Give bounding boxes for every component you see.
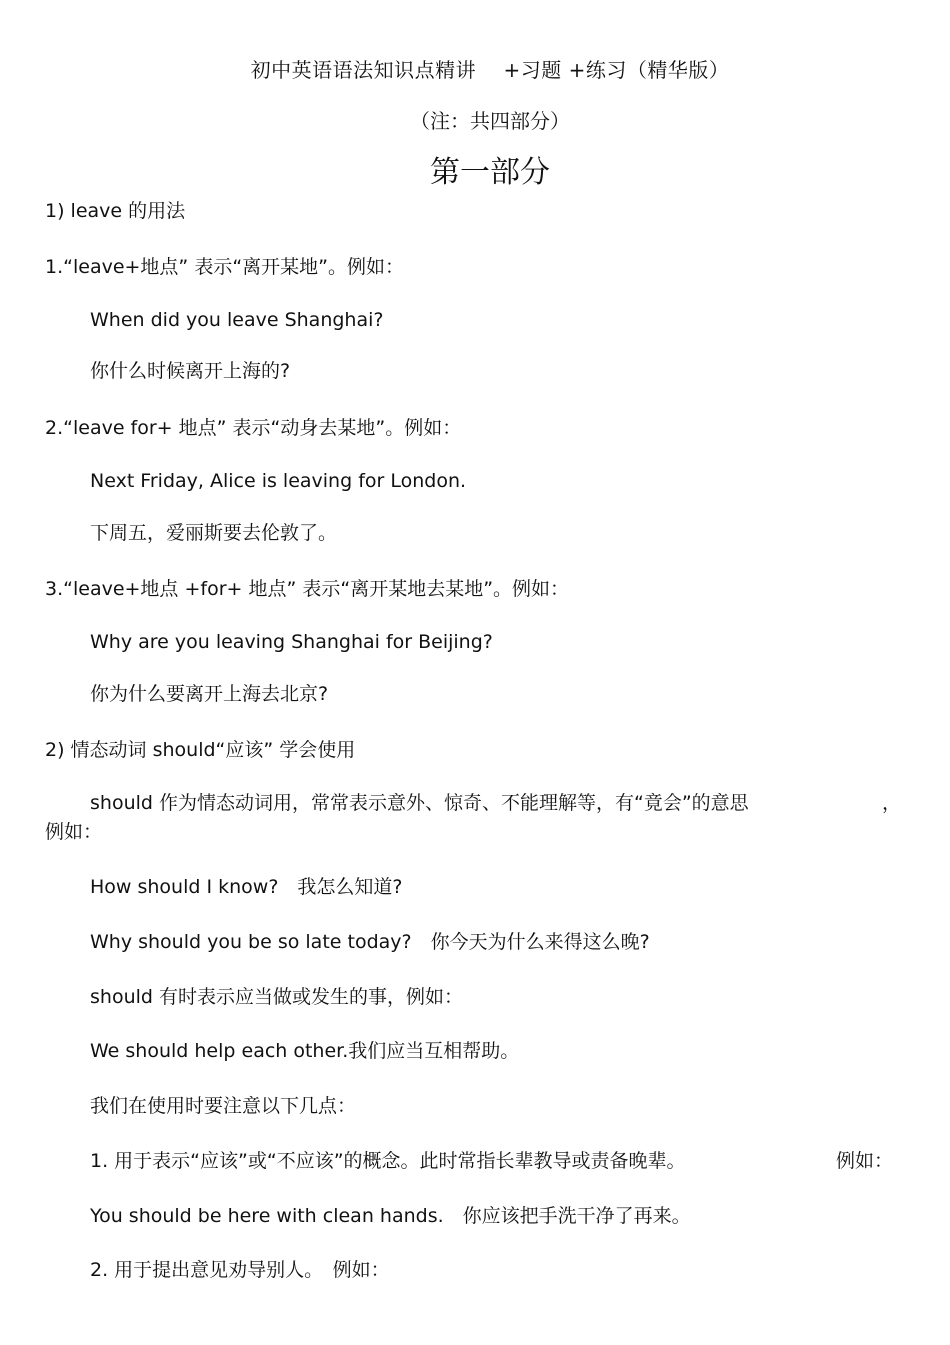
example-en-2: Next Friday, Alice is leaving for London.	[90, 470, 467, 492]
should-notes-intro: 我们在使用时要注意以下几点：	[90, 1095, 357, 1117]
should-point-1-example: You should be here with clean hands. 你应该把手洗干净了再来。	[90, 1205, 691, 1227]
rule-3: 3.“leave+地点 +for+ 地点” 表示“离开某地去某地”。例如：	[45, 578, 570, 600]
document-title: 初中英语语法知识点精讲 +习题 +练习（精华版）	[250, 58, 730, 82]
document-note: （注：共四部分）	[410, 109, 570, 133]
section-heading-should: 2) 情态动词 should“应该” 学会使用	[45, 739, 356, 761]
example-en-3: Why are you leaving Shanghai for Beijing?	[90, 631, 493, 653]
should-usage-2: should 有时表示应当做或发生的事，例如：	[90, 986, 463, 1008]
rule-2: 2.“leave for+ 地点” 表示“动身去某地”。例如：	[45, 417, 462, 439]
example-zh-3: 你为什么要离开上海去北京?	[90, 683, 329, 705]
example-zh-1: 你什么时候离开上海的?	[90, 360, 291, 382]
rule-1: 1.“leave+地点” 表示“离开某地”。例如：	[45, 256, 405, 278]
should-point-2: 2. 用于提出意见劝导别人。 例如：	[90, 1259, 390, 1281]
should-point-1-eg: 例如：	[836, 1150, 894, 1172]
section-heading-leave: 1) leave 的用法	[45, 200, 186, 222]
part-heading: 第一部分	[430, 155, 550, 190]
should-example-2: Why should you be so late today? 你今天为什么来得这么晚?	[90, 931, 650, 953]
example-zh-2: 下周五，爱丽斯要去伦敦了。	[90, 522, 338, 544]
should-intro-comma: ，	[882, 792, 902, 814]
should-intro-line2: 例如：	[45, 821, 103, 843]
should-intro-line1: should 作为情态动词用，常常表示意外、惊奇、不能理解等，有“竟会”的意思	[90, 792, 749, 814]
should-point-1: 1. 用于表示“应该”或“不应该”的概念。此时常指长辈教导或责备晚辈。	[90, 1150, 686, 1172]
example-en-1: When did you leave Shanghai?	[90, 309, 384, 331]
should-example-3: We should help each other.我们应当互相帮助。	[90, 1040, 520, 1062]
should-example-1: How should I know? 我怎么知道?	[90, 876, 403, 898]
